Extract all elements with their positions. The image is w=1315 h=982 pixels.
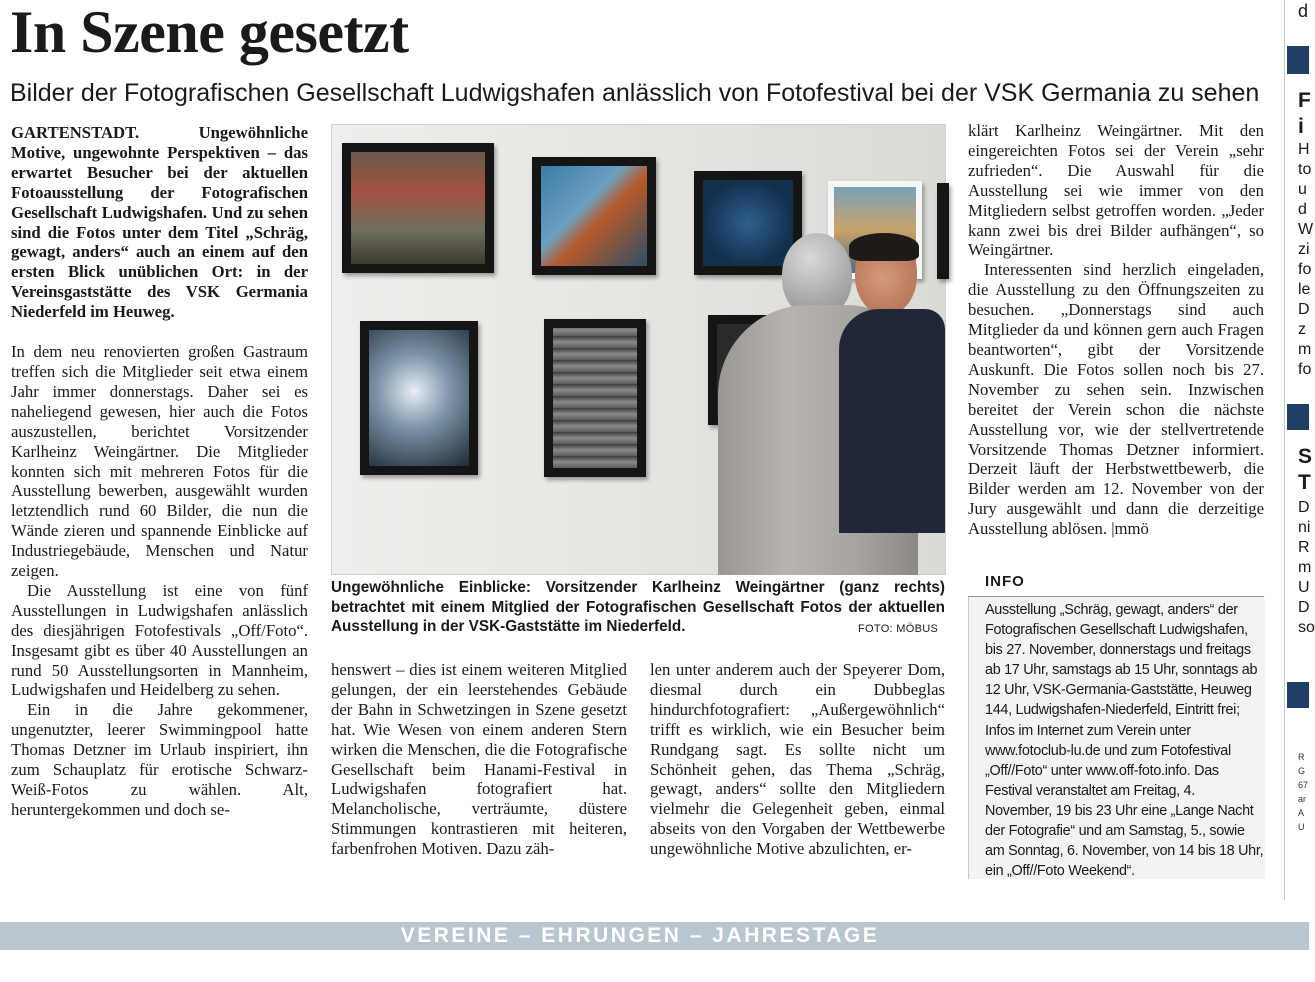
section-marker <box>1287 46 1309 74</box>
subheadline: Bilder der Fotografischen Gesellschaft Ludwigshafen anlässlich von Fotofestival bei der VSK Germania zu sehen <box>10 79 1260 107</box>
section-marker <box>1287 404 1309 430</box>
column-1 <box>11 123 308 820</box>
cropped-text: d <box>1298 1 1309 21</box>
column-3 <box>650 660 945 859</box>
section-band-label: VEREINE – EHRUNGEN – JAHRESTAGE <box>400 924 880 947</box>
framed-photo <box>532 157 656 275</box>
framed-photo <box>544 319 646 477</box>
cropped-text: R G 67 ar A U <box>1298 752 1309 832</box>
article-photo <box>331 124 946 575</box>
cropped-text: H to u d W zi fo le D z m fo <box>1298 141 1314 378</box>
photo-credit: FOTO: MÖBUS <box>858 623 939 635</box>
body-paragraph: In dem neu renovierten großen Gastraum treffen sich die Mitglieder seit etwa einem Jahr immer donnerstags. Daher sei es naheliegend gewesen, hier auch die Fotos auszustellen, berichtet Vorsitzender Karlheinz Weingärtner. Die Mitglieder konnten sich mit mehreren Fotos für die Ausstellung bewerben, ausgewählt wurden letztendlich rund 60 Bilder, die nun die Wände zieren und spannende Einblicke auf Industriegebäude, Menschen und Natur zeigen. <box>11 342 308 581</box>
column-4 <box>968 121 1264 539</box>
body-paragraph: henswert – dies ist einem weiteren Mitglied gelungen, der ein leerstehendes Gebäude der Bahn in Schwetzingen in Szene gesetzt hat. Wie Wesen von einem anderen Stern wirken die Menschen, die die Fotografische Gesellschaft beim Hanami-Festival in Ludwigshafen fotografiert hat. Melancholische, verträumte, düstere Stimmungen kontrastieren mit heiteren, farbenfrohen Motiven. Dazu zäh- <box>331 660 627 859</box>
cropped-text: D ni R m U D so <box>1298 499 1315 636</box>
info-text: Ausstellung „Schräg, gewagt, anders“ der Fotografischen Gesellschaft Ludwigshafen, bis 27. November, donnerstags und freitags ab 17 Uhr, samstags ab 15 Uhr, sonntags ab 12 Uhr, VSK-Germania-Gaststätte, Heuweg 144, Ludwigshafen-Niederfeld, Eintritt frei; Infos im Internet zum Verein unter www.fotoclub-lu.de und zum Fotofestival „Off//Foto“ unter www.off-foto.info. Das Festival veranstaltet am Freitag, 4. November, 19 bis 23 Uhr eine „Lange Nacht der Fotografie“ und am Samstag, 5., sowie am Sonntag, 6. November, von 14 bis 18 Uhr, ein „Off//Foto Weekend“. <box>985 602 1264 880</box>
framed-photo <box>342 143 494 273</box>
person-weingaertner <box>837 233 945 533</box>
body-paragraph: Interessenten sind herzlich eingeladen, die Ausstellung zu den Öffnungszeiten zu besuchen. „Donnerstags sind auch Mitglieder da und können gern auch Fragen beantworten“, gibt der Vorsitzende Auskunft. Die Fotos sollen noch bis 27. November zu sehen sein. Inzwischen bereitet der Verein schon die nächste Ausstellung vor, wie der stellvertretende Vorsitzende Thomas Detzner informiert. Derzeit läuft der Herbstwettbewerb, die Bilder werden am 12. November von der Jury ausgewählt und dann die derzeitige Ausstellung ablösen. |mmö <box>968 260 1264 539</box>
lead-paragraph: GARTENSTADT. Ungewöhnliche Motive, ungewohnte Perspektiven – das erwartet Besucher bei der aktuellen Fotoausstellung der Fotografischen Gesellschaft Ludwigshafen. Und zu sehen sind die Fotos unter dem Titel „Schräg, gewagt, anders“ auch an einem auf den ersten Blick unüblichen Ort: in der Vereinsgaststätte des VSK Germania Niederfeld im Heuweg. <box>11 123 308 322</box>
framed-photo <box>360 321 478 475</box>
body-paragraph: len unter anderem auch der Speyerer Dom, diesmal durch ein Dubbeglas hindurchfotografiert: „Außergewöhnlich“ trifft es wirklich, wie ein Besucher beim Rundgang sagt. Es sollte nicht um Schönheit gehen, das Thema „Schräg, gewagt, anders“ sollte den Mitgliedern vielmehr die Gelegenheit geben, einmal abseits von den Vorgaben der Wettbewerbe ungewöhnliche Motive abzulichten, er- <box>650 660 945 859</box>
cropped-heading: F i <box>1298 89 1311 138</box>
column-2 <box>331 660 627 859</box>
body-paragraph: Die Ausstellung ist eine von fünf Ausstellungen in Ludwigshafen anlässlich des diesjährigen Fotofestivals „Off/Foto“. Insgesamt gibt es über 40 Ausstellungen an rund 50 Ausstellungsorten in Mannheim, Ludwigshafen und Heidelberg zu sehen. <box>11 580 308 700</box>
info-heading: INFO <box>985 573 1025 590</box>
column-divider <box>1284 0 1285 900</box>
body-paragraph: klärt Karlheinz Weingärtner. Mit den eingereichten Fotos sei der Verein „sehr zufrieden“. Die Auswahl für die Ausstellung sei wie immer von den Mitgliedern selbst getroffen worden. „Jeder kann zwei bis drei Bilder aufhängen“, so Weingärtner. <box>968 121 1264 260</box>
photo-caption: Ungewöhnliche Einblicke: Vorsitzender Karlheinz Weingärtner (ganz rechts) betrachtet mit einem Mitglied der Fotografischen Gesellschaft Fotos der aktuellen Ausstellung in der VSK-Gaststätte im Niederfeld. <box>331 579 945 635</box>
body-paragraph: Ein in die Jahre gekommener, ungenutzter, leerer Swimmingpool hatte Thomas Detzner im Urlaub inspiriert, ihn zum Schauplatz für erotische Schwarz-Weiß-Fotos zu wählen. Alt, heruntergekommen und doch se- <box>11 700 308 819</box>
cropped-heading: S T <box>1298 445 1313 494</box>
headline: In Szene gesetzt <box>10 0 409 65</box>
section-marker <box>1287 682 1309 708</box>
